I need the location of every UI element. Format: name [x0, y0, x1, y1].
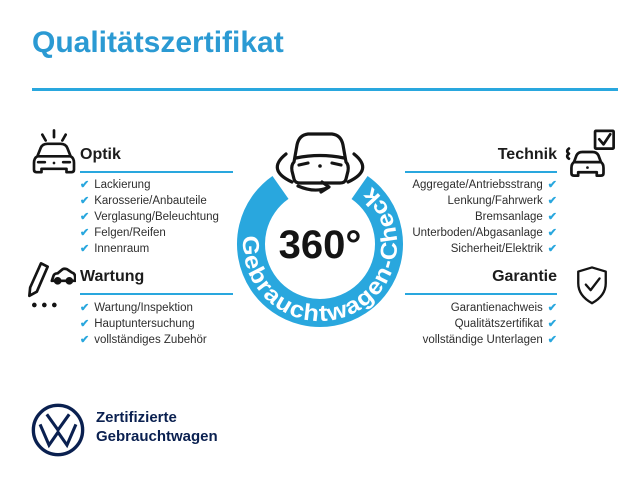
checklist-wartung — [80, 300, 207, 348]
car-checkbox-icon — [563, 127, 617, 182]
check-icon: ✔ — [547, 227, 557, 239]
check-icon: ✔ — [80, 334, 90, 346]
checklist-item-label: Bremsanlage — [475, 211, 543, 223]
checklist-item-label: Felgen/Reifen — [94, 227, 166, 239]
check-icon: ✔ — [80, 302, 90, 314]
check-icon: ✔ — [547, 243, 557, 255]
checklist-item-label: vollständiges Zubehör — [94, 334, 207, 346]
checklist-item — [412, 241, 557, 257]
checklist-item-label: Garantienachweis — [450, 302, 543, 314]
checklist-item-label: Qualitätszertifikat — [454, 318, 543, 330]
checklist-item — [80, 300, 207, 316]
checklist-item-label: Lenkung/Fahrwerk — [447, 195, 543, 207]
vw-logo — [30, 402, 86, 458]
check-icon: ✔ — [547, 318, 557, 330]
checklist-item-label: Sicherheit/Elektrik — [450, 243, 543, 255]
check-icon: ✔ — [80, 195, 90, 207]
section-divider-garantie — [405, 293, 557, 295]
checklist-item — [80, 332, 207, 348]
checklist-item — [80, 225, 219, 241]
section-divider-technik — [405, 171, 557, 173]
checklist-item — [80, 241, 219, 257]
pencil-car-icon — [26, 258, 76, 312]
footer-brand-line2: Gebrauchtwagen — [96, 428, 218, 445]
checklist-item-label: Wartung/Inspektion — [94, 302, 193, 314]
checklist-item — [80, 209, 219, 225]
check-icon: ✔ — [547, 179, 557, 191]
checklist-optik — [80, 177, 219, 257]
page-title: Qualitätszertifikat — [32, 26, 284, 59]
check-icon: ✔ — [80, 211, 90, 223]
check-icon: ✔ — [547, 302, 557, 314]
check-icon: ✔ — [80, 227, 90, 239]
checklist-garantie — [423, 300, 557, 348]
check-icon: ✔ — [80, 318, 90, 330]
checklist-item — [412, 209, 557, 225]
section-title-technik: Technik — [497, 146, 557, 163]
checklist-item — [423, 300, 557, 316]
section-title-wartung: Wartung — [80, 268, 145, 285]
checklist-item — [412, 193, 557, 209]
checklist-item-label: Verglasung/Beleuchtung — [94, 211, 219, 223]
checklist-item-label: Innenraum — [94, 243, 150, 255]
badge-360-check — [228, 118, 412, 336]
checklist-item-label: Hauptuntersuchung — [94, 318, 195, 330]
header-divider — [32, 88, 618, 91]
section-title-garantie: Garantie — [492, 268, 557, 285]
checklist-technik — [412, 177, 557, 257]
badge-degree-label: 360° — [278, 223, 362, 267]
checklist-item — [423, 332, 557, 348]
footer-brand-label — [96, 408, 218, 446]
checklist-item-label: Unterboden/Abgasanlage — [412, 227, 543, 239]
car-shine-icon — [29, 126, 79, 180]
checklist-item-label: vollständige Unterlagen — [422, 334, 543, 346]
checklist-item — [80, 177, 219, 193]
checklist-item-label: Lackierung — [94, 179, 151, 191]
badge-ring-label: Gebrauchtwagen-Check — [237, 183, 403, 327]
checklist-item-label: Karosserie/Anbauteile — [94, 195, 207, 207]
check-icon: ✔ — [547, 211, 557, 223]
section-title-optik: Optik — [80, 146, 121, 163]
check-icon: ✔ — [547, 334, 557, 346]
checklist-item — [80, 316, 207, 332]
check-icon: ✔ — [80, 179, 90, 191]
section-divider-wartung — [80, 293, 233, 295]
footer-brand-line1: Zertifizierte — [96, 409, 177, 426]
section-divider-optik — [80, 171, 233, 173]
shield-check-icon — [570, 261, 614, 311]
car-rotate-icon — [277, 134, 362, 192]
check-icon: ✔ — [80, 243, 90, 255]
checklist-item — [80, 193, 219, 209]
check-icon: ✔ — [547, 195, 557, 207]
checklist-item — [412, 177, 557, 193]
checklist-item-label: Aggregate/Antriebsstrang — [412, 179, 543, 191]
checklist-item — [412, 225, 557, 241]
checklist-item — [423, 316, 557, 332]
